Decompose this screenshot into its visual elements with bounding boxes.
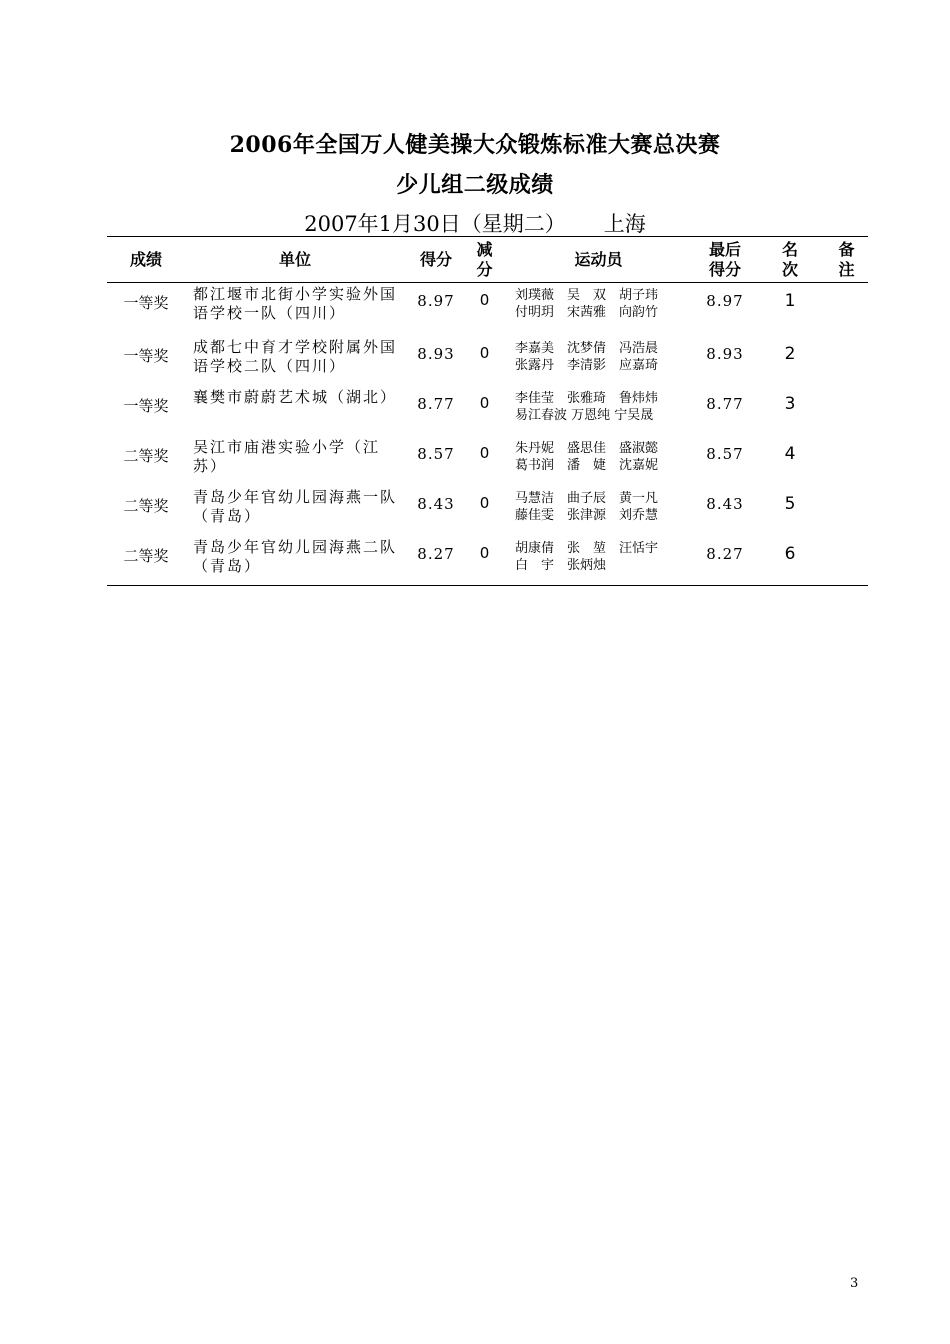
deduction-cell: 0 xyxy=(479,493,490,512)
deduction-cell: 0 xyxy=(479,393,490,412)
event-date: 2007年1月30日（星期二） xyxy=(304,212,566,236)
document-title: 2006年全国万人健美操大众锻炼标准大赛总决赛 xyxy=(229,132,721,158)
header-score: 得分 xyxy=(419,249,452,269)
header-athletes: 运动员 xyxy=(574,249,623,269)
unit-cell: 青岛少年官幼儿园海燕二队（青岛） xyxy=(193,537,398,575)
results-table xyxy=(107,236,868,586)
deduction-cell: 0 xyxy=(479,291,490,309)
athletes-line: 葛书润 潘 婕 沈嘉妮 xyxy=(515,457,659,473)
award-cell: 一等奖 xyxy=(123,396,169,415)
score-cell: 8.97 xyxy=(417,292,455,310)
remarks-cell xyxy=(825,336,868,386)
remarks-cell xyxy=(825,436,868,486)
unit-cell: 都江堰市北街小学实验外国语学校一队（四川） xyxy=(193,285,398,322)
header-award: 成绩 xyxy=(129,249,162,269)
final-score-cell: 8.93 xyxy=(706,344,744,363)
athletes-line: 李佳莹 张雅琦 鲁炜炜 xyxy=(515,390,659,406)
award-cell: 一等奖 xyxy=(123,294,169,312)
page-number: 3 xyxy=(850,1276,859,1291)
header-remarks: 备 注 xyxy=(838,239,855,279)
table-row xyxy=(107,386,868,436)
table-row xyxy=(107,436,868,486)
final-score-cell: 8.43 xyxy=(706,494,744,513)
athletes-cell xyxy=(502,436,695,486)
final-score-cell: 8.97 xyxy=(706,292,744,310)
table-row xyxy=(107,283,868,336)
rank-cell: 2 xyxy=(784,343,796,364)
final-score-cell: 8.27 xyxy=(706,544,744,563)
deduction-cell: 0 xyxy=(479,443,490,462)
remarks-cell xyxy=(825,386,868,436)
final-score-cell: 8.77 xyxy=(706,394,744,413)
athletes-line: 胡康倩 张 堃 汪恬宇 xyxy=(515,540,659,556)
athletes-line: 马慧洁 曲子辰 黄一凡 xyxy=(515,490,659,506)
athletes-line: 藤佳雯 张津源 刘乔慧 xyxy=(515,507,659,523)
rank-cell: 3 xyxy=(784,393,796,414)
award-cell: 一等奖 xyxy=(123,346,169,365)
athletes-cell xyxy=(502,486,695,536)
table-row xyxy=(107,336,868,386)
deduction-cell: 0 xyxy=(479,543,490,562)
date-location-line xyxy=(0,208,950,238)
rank-cell: 4 xyxy=(784,443,796,464)
header-unit: 单位 xyxy=(278,249,311,269)
document-subtitle: 少儿组二级成绩 xyxy=(396,172,554,198)
table-row xyxy=(107,536,868,586)
athletes-line: 李嘉美 沈梦倩 冯浩晨 xyxy=(515,340,659,356)
score-cell: 8.93 xyxy=(417,344,455,363)
award-cell: 二等奖 xyxy=(123,546,169,565)
athletes-cell xyxy=(502,536,695,586)
athletes-cell xyxy=(502,386,695,436)
athletes-line: 刘璞薇 吴 双 胡子玮 xyxy=(515,288,659,303)
athletes-cell xyxy=(502,336,695,386)
rank-cell: 5 xyxy=(784,493,796,514)
remarks-cell xyxy=(825,486,868,536)
score-cell: 8.27 xyxy=(417,544,455,563)
remarks-cell xyxy=(825,536,868,586)
athletes-line: 朱丹妮 盛思佳 盛淑懿 xyxy=(515,440,659,456)
athletes-cell xyxy=(502,283,695,336)
score-cell: 8.57 xyxy=(417,444,455,463)
remarks-cell xyxy=(825,283,868,336)
header-row xyxy=(107,237,868,283)
event-location: 上海 xyxy=(603,212,646,236)
unit-cell: 青岛少年官幼儿园海燕一队（青岛） xyxy=(193,487,398,525)
final-score-cell: 8.57 xyxy=(706,444,744,463)
unit-cell: 襄樊市蔚蔚艺术城（湖北） xyxy=(193,387,398,406)
table-row xyxy=(107,486,868,536)
athletes-line: 张露丹 李清影 应嘉琦 xyxy=(515,357,659,373)
unit-cell: 吴江市庙港实验小学（江苏） xyxy=(193,437,381,475)
header-final-score: 最后 得分 xyxy=(708,239,741,279)
deduction-cell: 0 xyxy=(479,343,490,362)
rank-cell: 1 xyxy=(784,291,796,311)
award-cell: 二等奖 xyxy=(123,446,169,465)
score-cell: 8.43 xyxy=(417,494,455,513)
athletes-line: 付明玥 宋茜雅 向韵竹 xyxy=(515,305,659,320)
award-cell: 二等奖 xyxy=(123,496,169,515)
score-cell: 8.77 xyxy=(417,394,455,413)
rank-cell: 6 xyxy=(784,543,796,564)
header-deduction: 减 分 xyxy=(476,239,493,279)
unit-cell: 成都七中育才学校附属外国语学校二队（四川） xyxy=(193,337,398,375)
athletes-line: 易江春波 万恩纯 宁吴晟 xyxy=(515,407,654,423)
header-rank: 名 次 xyxy=(781,239,798,279)
athletes-line: 白 宇 张炳烛 xyxy=(515,557,607,573)
